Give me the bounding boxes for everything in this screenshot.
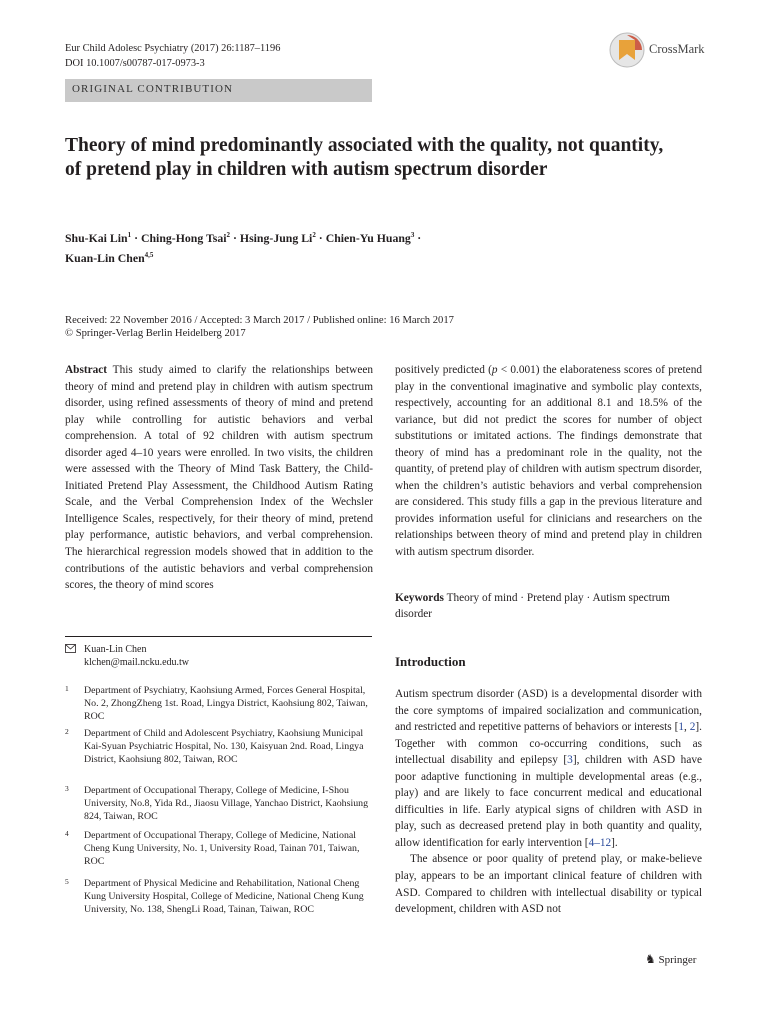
footnote-divider <box>65 636 372 637</box>
introduction-paragraph <box>395 686 702 851</box>
author-affiliation-mark: 3 <box>410 231 415 239</box>
publisher-footer <box>645 952 696 967</box>
corresponding-email[interactable]: klchen@mail.ncku.edu.tw <box>84 657 190 668</box>
affiliation-text: Department of Child and Adolescent Psychiatry, Kaohsiung Municipal Kai-Syuan Psychiatric Hospital, No. 130, Kaisyuan 2nd. Road, Lingya District, Kaohsiung 802, Taiwan, ROC <box>84 728 364 766</box>
abstract-text-right: positively predicted ( <box>395 364 492 376</box>
author[interactable]: Ching-Hong Tsai <box>140 230 227 245</box>
publication-dates <box>65 314 685 340</box>
affiliation-number: 4 <box>65 829 69 838</box>
abstract-right <box>395 362 702 561</box>
affiliation-number: 3 <box>65 784 69 793</box>
author[interactable]: Kuan-Lin Chen <box>65 250 145 265</box>
history-dates: Received: 22 November 2016 / Accepted: 3 March 2017 / Published online: 16 March 2017 <box>65 315 454 326</box>
keywords <box>395 590 702 622</box>
introduction-paragraph: The absence or poor quality of pretend play, or make-believe play, appears to be an important clinical feature of children with ASD. Compared to children with intellectual disability or typical development, children with ASD not <box>395 853 702 916</box>
keywords-text: Theory of mind · Pretend play · Autism spectrum disorder <box>395 592 670 620</box>
citation-link[interactable]: 2 <box>689 721 696 734</box>
copyright: © Springer-Verlag Berlin Heidelberg 2017 <box>65 328 246 339</box>
abstract-left <box>65 362 373 594</box>
affiliation-text: Department of Occupational Therapy, College of Medicine, I-Shou University, No.8, Yida Rd., Jiaosu Village, Yanchao District, Kaohsiung 824, Taiwan, ROC <box>84 785 369 823</box>
citation-link[interactable]: 3 <box>567 754 573 767</box>
intro-text: ]. Together with common co-occurring conditions, such as intellectual disability and epilepsy [ <box>395 721 702 767</box>
abstract-text-left: This study aimed to clarify the relationships between theory of mind and pretend play in children with autism spectrum disorder, using refined assessments of theory of mind and pretend play while controlling for autistic behaviors and verbal comprehension. A total of 92 children with autism spectrum disorder aged 4–10 years were enrolled. In two visits, the children were assessed with the Theory of Mind Task Battery, the Child-Initiated Pretend Play Assessment, the Childhood Autism Rating Scale, and the Verbal Comprehension Index of the Wechsler Intelligence Scales, respectively, for their theory of mind, pretend play performance, autistic behaviors, and verbal comprehension. The hierarchical regression models showed that in addition to the contributions of the autistic behaviors and verbal comprehension scores, the theory of mind scores <box>65 364 374 592</box>
crossmark-icon <box>609 32 645 68</box>
abstract-text-right-cont: < 0.001) the elaborateness scores of pretend play in the conventional imaginative and symbolic play contexts, respectively, accounting for an additional 8.1 and 18.5% of the variance, but did not predict the scores for number of object substitutions or imitated actions. The findings demonstrate that theory of mind has a predominant role in the quality, not the quantity, of pretend play of children with autism spectrum disorder, when the children’s autistic behaviors and verbal comprehension are considered. This study fills a gap in the previous literature and provides information useful for clinicians and researchers on the relationships between theory of mind and pretend play in children with autism spectrum disorder. <box>395 364 702 559</box>
author-affiliation-mark: 2 <box>226 231 231 239</box>
author-affiliation-mark: 1 <box>127 231 132 239</box>
correspondence <box>65 643 372 669</box>
author-affiliation-mark: 4,5 <box>144 250 154 259</box>
author[interactable]: Hsing-Jung Li <box>239 230 313 245</box>
citation-link[interactable]: 1 <box>678 721 685 734</box>
author-affiliation-mark: 2 <box>312 231 316 239</box>
author-list: Shu-Kai Lin$^1$ · Ching-Hong Tsai$^2$ · Hsing-Jung $Li^2$ · Chien-Yu Huang$^3$ · Kuan-Lin Chen$^{4,5}$ <box>65 230 422 265</box>
corresponding-author: Kuan-Lin Chen <box>84 644 147 655</box>
introduction-heading: Introduction <box>395 654 466 669</box>
crossmark-badge[interactable] <box>609 32 709 70</box>
affiliation-text: Department of Physical Medicine and Rehabilitation, National Cheng Kung University Hospital, College of Medicine, National Cheng Kung University, No. 138, ShengLi Road, Tainan, Taiwan, ROC <box>84 878 364 916</box>
affiliation-number: 5 <box>65 877 69 886</box>
affiliation-text: Department of Occupational Therapy, College of Medicine, National Cheng Kung University, No. 1, University Road, Tainan 701, Taiwan, ROC <box>84 830 360 868</box>
springer-horse-icon: ♞ <box>645 952 656 966</box>
publisher-name: Springer <box>658 954 697 966</box>
intro-text: ], children with ASD have poor adaptive functioning in multiple developmental areas (e.g., play) and are likely to face concurrent medical and educational difficulties in life. Early atypical signs of children with ASD in play, such as decreased pretend play in both quantity and quality, allow identification for early intervention [ <box>395 754 702 849</box>
doi[interactable]: DOI 10.1007/s00787-017-0973-3 <box>65 58 205 69</box>
intro-text: , <box>684 721 690 734</box>
affiliation-text: Department of Psychiatry, Kaohsiung Armed, Forces General Hospital, No. 2, ZhongZheng 1st. Road, Lingya District, Kaohsiung 802, Taiwan, ROC <box>84 685 368 723</box>
citation-link[interactable]: 4–12 <box>588 836 612 849</box>
journal-citation: Eur Child Adolesc Psychiatry (2017) 26:1187–1196 <box>65 43 281 54</box>
article-title: Theory of mind predominantly associated with the quality, not quantity, of pretend play in children with autism spectrum disorder <box>65 135 664 180</box>
abstract-label: Abstract <box>65 364 108 376</box>
introduction-body <box>395 686 702 918</box>
intro-text: ]. <box>611 836 618 849</box>
intro-text: Autism spectrum disorder (ASD) is a developmental disorder with the core symptoms of impaired socialization and communication, and restricted and repetitive patterns of behaviors or interests [ <box>395 688 702 734</box>
journal-header <box>65 41 280 71</box>
author[interactable]: Shu-Kai Lin <box>65 230 128 245</box>
crossmark-label: CrossMark <box>649 42 705 56</box>
p-value-symbol: p <box>491 364 498 376</box>
keywords-label: Keywords <box>395 592 444 604</box>
envelope-icon <box>65 644 76 657</box>
article-type-bar <box>65 79 372 102</box>
affiliation-number: 1 <box>65 684 69 693</box>
article-type: ORIGINAL CONTRIBUTION <box>72 83 234 95</box>
author[interactable]: Chien-Yu Huang <box>325 230 411 245</box>
affiliation-number: 2 <box>65 727 69 736</box>
